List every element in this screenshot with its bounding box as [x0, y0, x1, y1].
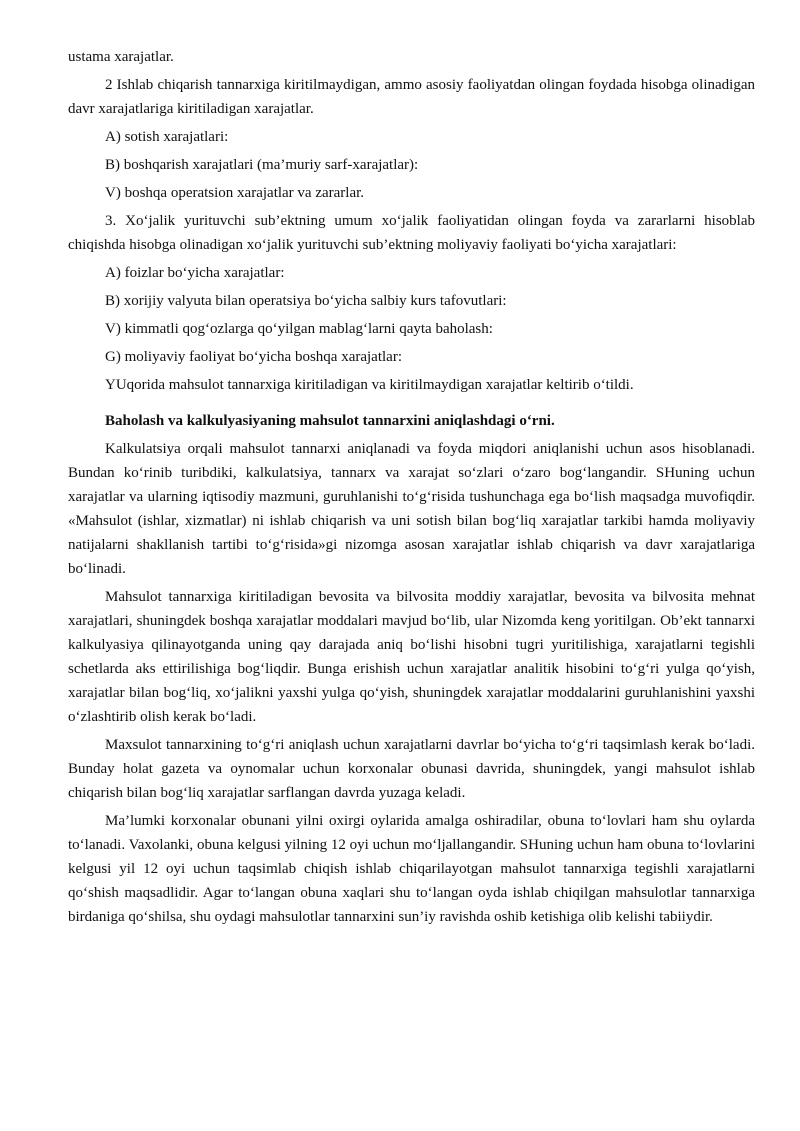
paragraph-period-allocation: Maxsulot tannarxining to‘g‘ri aniqlash uchun xarajatlarni davrlar bo‘yicha to‘g‘ri taqsimlash kerak bo‘ladi. Bunday holat gazeta va oynomalar uchun korxonalar obunasi davrida, shuningdek, yangi mahsulot ishlab chiqarish bilan bog‘liq xarajatlar sarflangan davrda yuzaga keladi. — [68, 737, 755, 801]
paragraph-subscription: Ma’lumki korxonalar obunani yilni oxirgi oylarida amalga oshiradilar, obuna to‘lovlari ham shu oylarda to‘lanadi. Vaxolanki, obuna kelgusi yilning 12 oyi uchun mo‘ljallangandir. SHuning uchun ham obuna to‘lovlarini kelgusi yil 12 oyi uchun taqsimlab chiqish ishlab chiqarilayotgan mahsulot tannarxiga tegishli xarajatlarni qo‘shish maqsadlidir. Agar to‘langan obuna xaqlari shu to‘langan oyda ishlab chiqilgan mahsulotlar tannarxiga birdaniga qo‘shilsa, shu oydagi mahsulotlar tannarxini sun’iy ravishda oshib ketishiga olib kelishi tabiiydir. — [68, 813, 755, 925]
paragraph-item-3: 3. Xo‘jalik yurituvchi sub’ektning umum xo‘jalik faoliyatidan olingan foyda va zararlarni hisoblab chiqishda hisobga olinadigan xo‘jalik yurituvchi sub’ektning moliyaviy faoliyati bo‘yicha xarajatlari: — [68, 213, 755, 253]
list-item-securities-revaluation: V) kimmatli qog‘ozlarga qo‘yilgan mablag‘larni qayta baholash: — [105, 321, 493, 337]
list-item-other-financial-expenses: G) moliyaviy faoliyat bo‘yicha boshqa xarajatlar: — [105, 349, 402, 365]
paragraph-continuation: ustama xarajatlar. — [68, 49, 174, 65]
section-heading: Baholash va kalkulyasiyaning mahsulot tannarxini aniqlashdagi o‘rni. — [105, 413, 555, 429]
list-item-operational-expenses: V) boshqa operatsion xarajatlar va zararlar. — [105, 185, 365, 201]
list-item-sales-expenses: A) sotish xarajatlari: — [105, 129, 229, 145]
document-page — [68, 45, 755, 933]
list-item-management-expenses: B) boshqarish xarajatlari (ma’muriy sarf-xarajatlar): — [105, 157, 419, 173]
paragraph-summary: YUqorida mahsulot tannarxiga kiritiladigan va kiritilmaydigan xarajatlar keltirib o‘tildi. — [105, 377, 634, 393]
list-item-interest-expenses: A) foizlar bo‘yicha xarajatlar: — [105, 265, 285, 281]
list-item-currency-differences: B) xorijiy valyuta bilan operatsiya bo‘yicha salbiy kurs tafovutlari: — [105, 293, 507, 309]
paragraph-cost-items: Mahsulot tannarxiga kiritiladigan bevosita va bilvosita moddiy xarajatlar, bevosita va bilvosita mehnat xarajatlari, shuningdek boshqa xarajatlar moddalari mavjud bo‘lib, ular Nizomda keng yoritilgan. Ob’ekt tannarxi kalkulyasiya qilinayotganda uning qay darajada aniq bo‘lishi hisobni tugri yuritilishiga, xarajatlarni tegishli schetlarda aks ettirilishiga bog‘liqdir. Bunga erishish uchun xarajatlar analitik hisobini to‘g‘ri yulga qo‘yish, xarajatlar bilan bog‘liq, xo‘jalikni yaxshi yulga qo‘yish, shuningdek xarajatlar moddalarini guruhlanishini yaxshi o‘zlashtirib olish kerak bo‘ladi. — [68, 589, 755, 725]
paragraph-calculation: Kalkulatsiya orqali mahsulot tannarxi aniqlanadi va foyda miqdori aniqlanishi uchun asos hisoblanadi. Bundan ko‘rinib turibdiki, kalkulatsiya, tannarx va xarajat so‘zlari o‘zaro bog‘langandir. SHuning uchun xarajatlar va ularning iqtisodiy mazmuni, guruhlanishi to‘g‘risida tushunchaga ega bo‘lish maqsadga muvofiqdir. «Mahsulot (ishlar, xizmatlar) ni ishlab chiqarish va uni sotish bilan bog‘liq xarajatlar tarkibi hamda moliyaviy natijalarni shakllanish tartibi to‘g‘risida»gi nizomga asosan xarajatlar ishlab chiqarish va davr xarajatlariga bo‘linadi. — [68, 441, 755, 577]
paragraph-item-2: 2 Ishlab chiqarish tannarxiga kiritilmaydigan, ammo asosiy faoliyatdan olingan foydada hisobga olinadigan davr xarajatlariga kiritiladigan xarajatlar. — [68, 77, 755, 117]
